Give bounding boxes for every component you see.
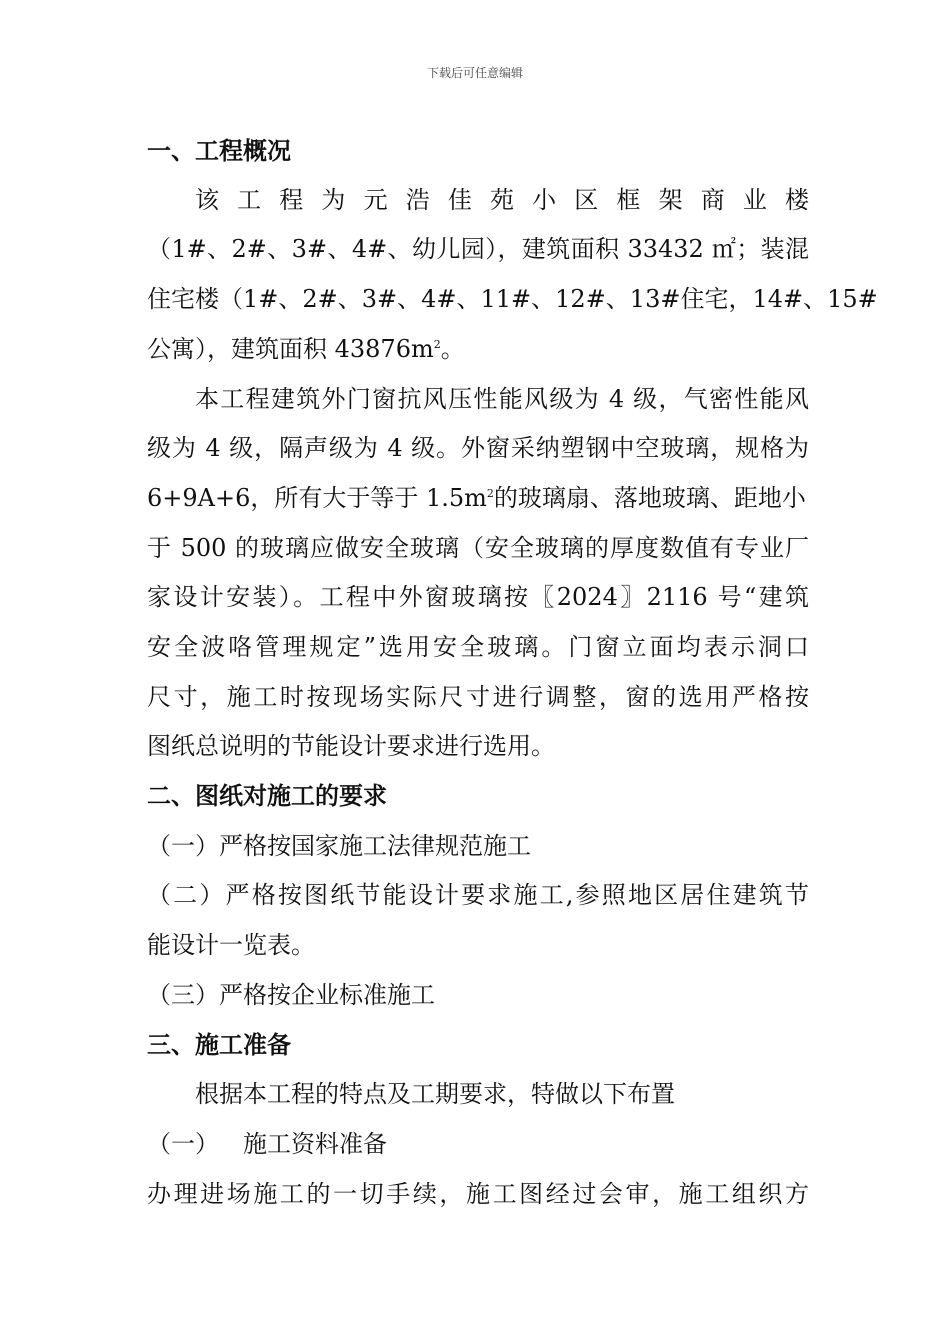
page-header-note: 下载后可任意编辑 [426, 66, 523, 80]
list-item: （三）严格按企业标准施工 [147, 981, 435, 1009]
paragraph-line: 该工程为元浩佳苑小区框架商业楼 [195, 186, 809, 214]
section-heading-preparation: 三、施工准备 [147, 1030, 291, 1059]
paragraph-text: 公寓），建筑面积 43876m [147, 335, 434, 363]
paragraph-text: 6+9A+6，所有大于等于 1.5m [147, 484, 487, 512]
subsection-title: 施工资料准备 [243, 1130, 387, 1158]
paragraph-line: 办理进场施工的一切手续，施工图经过会审，施工组织方 [147, 1180, 809, 1208]
list-item-continuation: 能设计一览表。 [147, 931, 315, 959]
superscript-unit: 2 [433, 338, 441, 351]
paragraph-line: （1#、2#、3#、4#、幼儿园），建筑面积 33432 ㎡；装混 [147, 235, 809, 263]
list-item: （一）严格按国家施工法律规范施工 [147, 832, 531, 860]
subsection-number: （一） [147, 1130, 219, 1158]
superscript-unit: 2 [486, 487, 494, 500]
paragraph-line: 根据本工程的特点及工期要求，特做以下布置 [195, 1080, 675, 1108]
section-heading-drawings: 二、图纸对施工的要求 [147, 781, 387, 810]
paragraph-text: 。 [440, 335, 465, 363]
subsection-heading [147, 1127, 809, 1161]
paragraph-line: 本工程建筑外门窗抗风压性能风级为 4 级，气密性能风 [195, 385, 809, 413]
paragraph-line: 家设计安装）。工程中外窗玻璃按〖2024〗2116 号“建筑 [147, 583, 809, 611]
section-heading-overview: 一、工程概况 [147, 136, 291, 165]
paragraph-line: 安全波咯管理规定”选用安全玻璃。门窗立面均表示洞口 [147, 633, 809, 661]
paragraph-text: 的玻璃扇、落地玻璃、距地小 [493, 484, 806, 512]
paragraph-line: 于 500 的玻璃应做安全玻璃（安全玻璃的厚度数值有专业厂 [147, 534, 809, 562]
paragraph-line: 图纸总说明的节能设计要求进行选用。 [147, 732, 555, 760]
paragraph-line: 尺寸，施工时按现场实际尺寸进行调整，窗的选用严格按 [147, 683, 809, 711]
paragraph-line: 级为 4 级，隔声级为 4 级。外窗采纳塑钢中空玻璃，规格为 [147, 434, 809, 462]
paragraph-line-area [147, 332, 809, 366]
list-item: （二）严格按图纸节能设计要求施工,参照地区居住建筑节 [147, 881, 809, 909]
paragraph-line: 住宅楼（1#、2#、3#、4#、11#、12#、13#住宅，14#、15# [147, 285, 878, 313]
paragraph-line-glass-spec [147, 481, 809, 515]
